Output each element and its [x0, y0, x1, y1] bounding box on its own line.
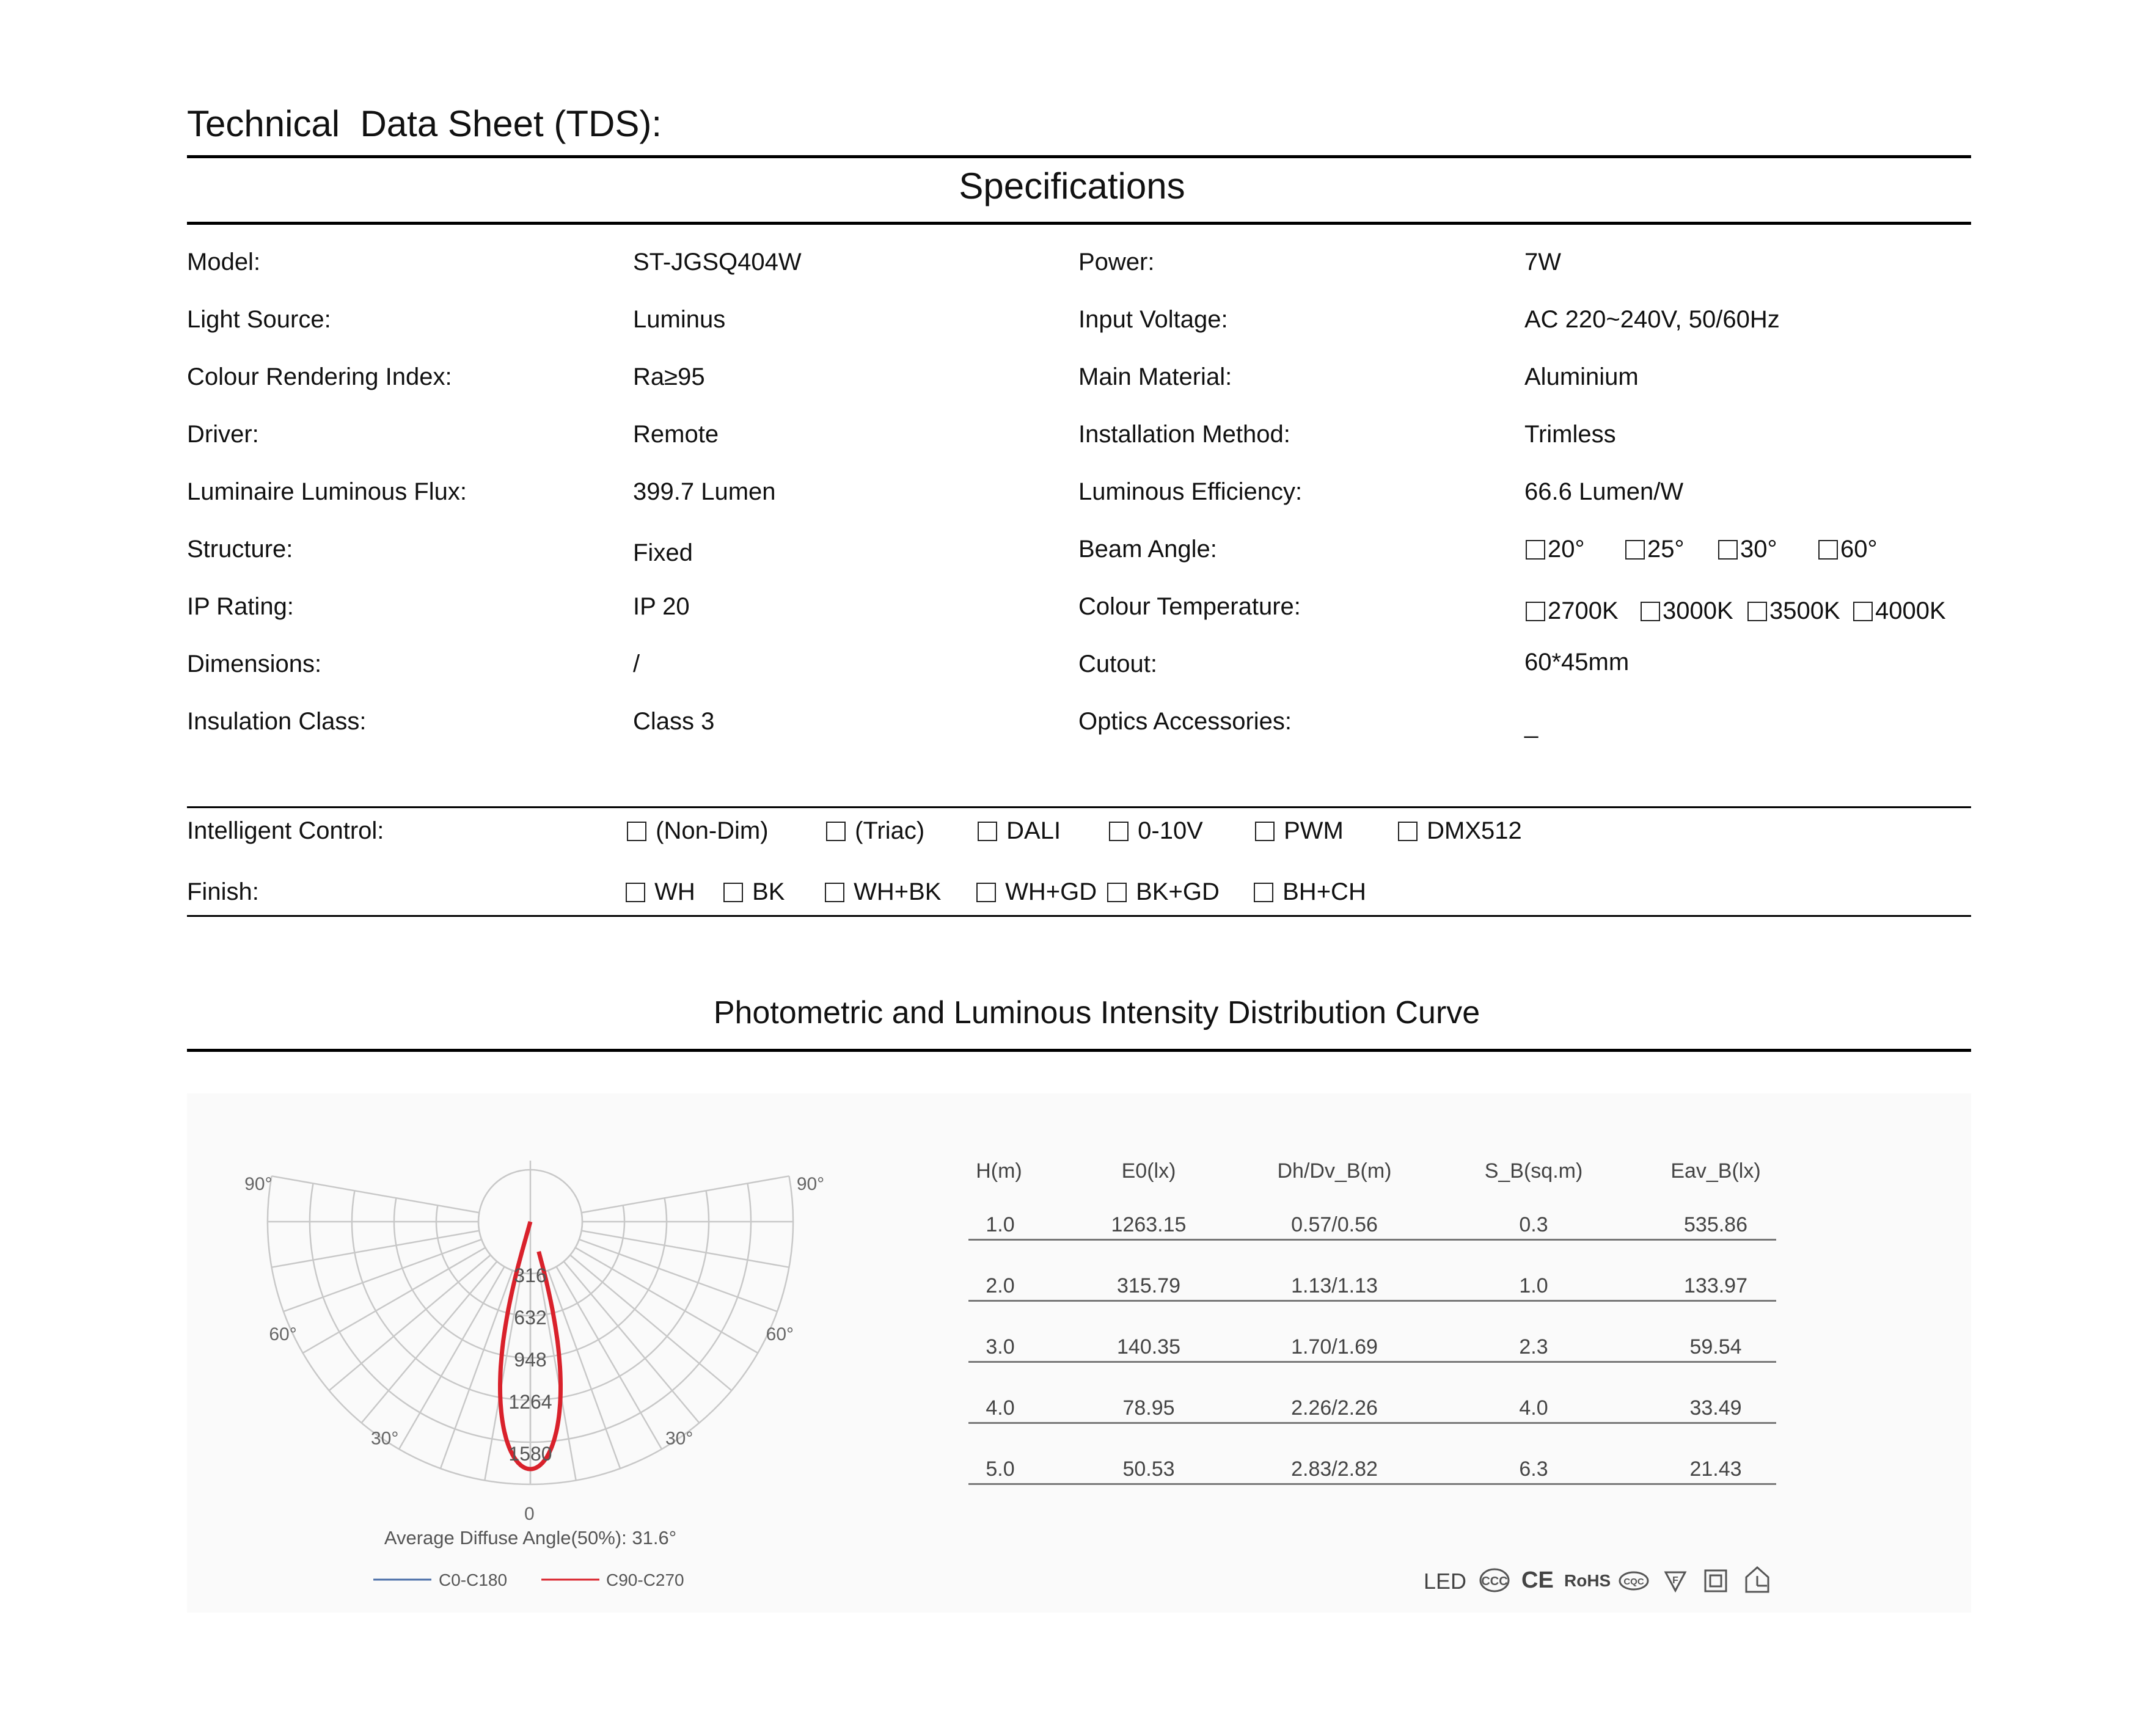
spec-value-dimensions: / — [633, 651, 640, 677]
table-row-rule — [968, 1300, 1776, 1302]
spec-value-main-material: Aluminium — [1524, 363, 1639, 390]
spec-label-beam-angle: Beam Angle: — [1078, 536, 1217, 563]
spec-label-luminous-flux: Luminaire Luminous Flux: — [187, 478, 467, 505]
finish-option-bh-ch[interactable]: BH+CH — [1254, 878, 1366, 906]
checkbox-icon[interactable] — [1818, 540, 1838, 560]
table-cell: 4.0 — [986, 1396, 1015, 1420]
table-row-rule — [968, 1483, 1776, 1485]
control-top-rule — [187, 806, 1971, 808]
checkbox-icon[interactable] — [978, 822, 997, 841]
led-mark: LED — [1424, 1569, 1467, 1594]
spec-heading-rule — [187, 222, 1971, 225]
table-cell: 315.79 — [1117, 1274, 1180, 1297]
table-cell: 50.53 — [1122, 1457, 1175, 1481]
spec-value-model: ST-JGSQ404W — [633, 249, 802, 275]
table-cell: 1.0 — [1519, 1274, 1548, 1297]
title-rule — [187, 155, 1971, 158]
table-cell: 1.70/1.69 — [1291, 1335, 1378, 1359]
control-option-0-10v[interactable]: 0-10V — [1109, 817, 1203, 845]
polar-caption-group — [373, 1527, 684, 1589]
col-header-dh-dv: Dh/Dv_B(m) — [1277, 1159, 1392, 1183]
finish-option-wh-bk[interactable]: WH+BK — [825, 878, 941, 906]
table-cell: 0.3 — [1519, 1213, 1548, 1236]
control-option-non-dim[interactable]: (Non-Dim) — [627, 817, 769, 845]
spec-label-driver: Driver: — [187, 421, 259, 448]
spec-value-luminous-flux: 399.7 Lumen — [633, 478, 776, 505]
table-cell: 4.0 — [1519, 1396, 1548, 1420]
polar-angle-label: 60° — [269, 1324, 297, 1344]
table-cell: 1263.15 — [1111, 1213, 1187, 1236]
polar-radial-label: 1580 — [508, 1443, 552, 1465]
polar-angle-label: 0 — [524, 1504, 535, 1524]
beam-angle-option-20[interactable]: 20° — [1526, 536, 1585, 563]
polar-angle-label: 30° — [371, 1428, 399, 1449]
spec-value-installation: Trimless — [1524, 421, 1616, 448]
checkbox-icon[interactable] — [723, 883, 743, 902]
specifications-heading: Specifications — [959, 166, 1185, 206]
control-option-dmx512[interactable]: DMX512 — [1398, 817, 1522, 845]
finish-bottom-rule — [187, 915, 1971, 917]
ccc-icon — [1479, 1567, 1510, 1594]
spec-label-insulation: Insulation Class: — [187, 708, 367, 735]
checkbox-icon[interactable] — [1526, 602, 1545, 621]
control-option-pwm[interactable]: PWM — [1255, 817, 1344, 845]
checkbox-icon[interactable] — [976, 883, 996, 902]
checkbox-icon[interactable] — [627, 822, 646, 841]
polar-grid-spoke — [582, 1231, 789, 1267]
table-cell: 21.43 — [1689, 1457, 1742, 1481]
finish-option-wh[interactable]: WH — [626, 878, 695, 906]
col-header-eav: Eav_B(lx) — [1670, 1159, 1761, 1183]
spec-label-dimensions: Dimensions: — [187, 651, 322, 677]
checkbox-icon[interactable] — [1254, 883, 1273, 902]
table-cell: 2.83/2.82 — [1291, 1457, 1378, 1481]
svg-text:CCC: CCC — [1481, 1575, 1508, 1588]
table-cell: 5.0 — [986, 1457, 1015, 1481]
svg-text:F: F — [1672, 1575, 1678, 1586]
cqc-icon — [1618, 1570, 1650, 1592]
table-cell: 33.49 — [1689, 1396, 1742, 1420]
cct-option-3500k[interactable]: 3500K — [1747, 597, 1840, 625]
table-cell: 535.86 — [1684, 1213, 1747, 1236]
spec-value-structure: Fixed — [633, 539, 693, 566]
rohs-mark: RoHS — [1564, 1571, 1611, 1590]
table-cell: 59.54 — [1689, 1335, 1742, 1359]
polar-grid-spoke — [564, 1261, 700, 1423]
spec-label-cutout: Cutout: — [1078, 651, 1157, 677]
svg-text:CQC: CQC — [1623, 1577, 1644, 1587]
checkbox-icon[interactable] — [1853, 602, 1873, 621]
spec-value-light-source: Luminus — [633, 306, 726, 333]
spec-value-driver: Remote — [633, 421, 719, 448]
polar-intensity-diagram — [187, 1093, 884, 1613]
table-row-rule — [968, 1361, 1776, 1363]
spec-value-power: 7W — [1524, 249, 1561, 275]
document-title: Technical Data Sheet (TDS): — [187, 103, 662, 144]
table-cell: 0.57/0.56 — [1291, 1213, 1378, 1236]
spec-label-installation: Installation Method: — [1078, 421, 1290, 448]
polar-grid-spoke — [284, 1239, 481, 1311]
cct-option-3000k[interactable]: 3000K — [1641, 597, 1733, 625]
beam-angle-option-30[interactable]: 30° — [1718, 536, 1777, 563]
checkbox-icon[interactable] — [1526, 540, 1545, 560]
table-cell: 2.26/2.26 — [1291, 1396, 1378, 1420]
polar-angle-label: 90° — [244, 1174, 273, 1195]
table-cell: 140.35 — [1117, 1335, 1180, 1359]
spec-label-main-material: Main Material: — [1078, 363, 1232, 390]
beam-angle-option-60[interactable]: 60° — [1818, 536, 1878, 563]
table-cell: 1.13/1.13 — [1291, 1274, 1378, 1297]
spec-label-cri: Colour Rendering Index: — [187, 363, 452, 390]
spec-label-model: Model: — [187, 249, 261, 275]
polar-grid-spoke — [579, 1239, 777, 1311]
spec-label-optics: Optics Accessories: — [1078, 708, 1292, 735]
table-cell: 3.0 — [986, 1335, 1015, 1359]
checkbox-icon[interactable] — [626, 883, 645, 902]
control-option-triac[interactable]: (Triac) — [826, 817, 924, 845]
spec-value-cutout: 60*45mm — [1524, 649, 1630, 676]
polar-angle-label: 90° — [796, 1174, 825, 1195]
polar-grid-spoke — [329, 1255, 491, 1391]
checkbox-icon[interactable] — [1107, 883, 1127, 902]
table-cell: 1.0 — [986, 1213, 1015, 1236]
intelligent-control-label: Intelligent Control: — [187, 817, 384, 844]
polar-grid-spoke — [272, 1231, 480, 1267]
checkbox-icon[interactable] — [826, 822, 846, 841]
polar-labels — [244, 1174, 824, 1524]
spec-label-efficiency: Luminous Efficiency: — [1078, 478, 1303, 505]
spec-value-input-voltage: AC 220~240V, 50/60Hz — [1524, 306, 1780, 333]
table-row-rule — [968, 1422, 1776, 1424]
table-cell: 6.3 — [1519, 1457, 1548, 1481]
checkbox-icon[interactable] — [1625, 540, 1645, 560]
polar-grid-spoke — [272, 1176, 480, 1213]
checkbox-icon[interactable] — [1109, 822, 1129, 841]
polar-radial-label: 316 — [514, 1264, 547, 1286]
class-ii-icon — [1703, 1569, 1728, 1593]
polar-angle-label: 30° — [665, 1428, 693, 1449]
spec-value-cri: Ra≥95 — [633, 363, 705, 390]
indoor-use-icon — [1743, 1565, 1772, 1594]
spec-label-structure: Structure: — [187, 536, 293, 563]
diffuse-angle-caption: Average Diffuse Angle(50%): 31.6° — [384, 1527, 677, 1548]
photometric-rule — [187, 1049, 1971, 1052]
checkbox-icon[interactable] — [825, 883, 844, 902]
checkbox-icon[interactable] — [1398, 822, 1418, 841]
polar-grid-spoke — [582, 1176, 789, 1213]
ce-mark: CE — [1521, 1567, 1554, 1593]
spec-label-light-source: Light Source: — [187, 306, 331, 333]
checkbox-icon[interactable] — [1255, 822, 1275, 841]
checkbox-icon[interactable] — [1718, 540, 1738, 560]
legend-label-c90-c270: C90-C270 — [606, 1570, 684, 1589]
finish-label: Finish: — [187, 878, 259, 905]
col-header-e0: E0(lx) — [1121, 1159, 1176, 1183]
finish-option-bk[interactable]: BK — [723, 878, 785, 906]
f-mark-icon — [1663, 1569, 1688, 1593]
table-cell: 78.95 — [1122, 1396, 1175, 1420]
spec-value-efficiency: 66.6 Lumen/W — [1524, 478, 1684, 505]
checkbox-icon[interactable] — [1641, 602, 1660, 621]
spec-value-optics: _ — [1524, 712, 1538, 739]
table-cell: 2.3 — [1519, 1335, 1548, 1359]
spec-label-input-voltage: Input Voltage: — [1078, 306, 1228, 333]
polar-grid-spoke — [362, 1261, 497, 1423]
table-cell: 133.97 — [1684, 1274, 1747, 1297]
beam-angle-option-25[interactable]: 25° — [1625, 536, 1685, 563]
polar-radial-label: 632 — [514, 1307, 547, 1329]
col-header-s: S_B(sq.m) — [1484, 1159, 1583, 1183]
spec-value-insulation: Class 3 — [633, 708, 715, 735]
photometric-heading: Photometric and Luminous Intensity Distribution Curve — [713, 995, 1480, 1030]
finish-option-bk-gd[interactable]: BK+GD — [1107, 878, 1220, 906]
spec-label-power: Power: — [1078, 249, 1155, 275]
col-header-h: H(m) — [976, 1159, 1022, 1183]
legend-label-c0-c180: C0-C180 — [439, 1570, 508, 1589]
table-row-rule — [968, 1239, 1776, 1241]
polar-radial-label: 1264 — [508, 1391, 552, 1413]
checkbox-icon[interactable] — [1747, 602, 1767, 621]
spec-value-ip-rating: IP 20 — [633, 593, 690, 620]
polar-grid-spoke — [570, 1255, 731, 1391]
control-option-dali[interactable]: DALI — [978, 817, 1061, 845]
spec-label-colour-temperature: Colour Temperature: — [1078, 593, 1301, 620]
cct-option-2700k[interactable]: 2700K — [1526, 597, 1619, 625]
finish-option-wh-gd[interactable]: WH+GD — [976, 878, 1097, 906]
polar-radial-label: 948 — [514, 1349, 547, 1371]
spec-label-ip-rating: IP Rating: — [187, 593, 294, 620]
table-cell: 2.0 — [986, 1274, 1015, 1297]
polar-angle-label: 60° — [766, 1324, 794, 1344]
cct-option-4000k[interactable]: 4000K — [1853, 597, 1946, 625]
